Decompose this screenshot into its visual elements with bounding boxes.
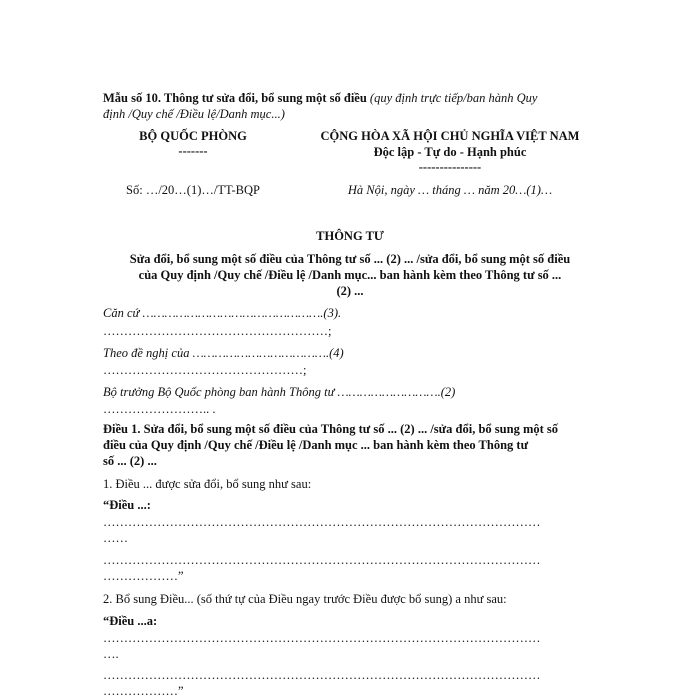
ministry-name: BỘ QUỐC PHÒNG (139, 129, 247, 143)
article-1-line-2: điều của Quy định /Quy chế /Điều lệ /Danh mục ... ban hành kèm theo Thông tư (103, 438, 529, 452)
article-1-line-1: Điều 1. Sửa đổi, bổ sung một số điều của Thông tư số ... (2) ... /sửa đổi, bổ sung một số (103, 422, 559, 436)
motto-rule: --------------- (418, 160, 482, 174)
item-2-dots-1: …………………………………………………………………………………………… (103, 631, 541, 645)
item-2-dots-1-cont: …. (103, 647, 119, 661)
preamble-bo-truong: Bộ trưởng Bộ Quốc phòng ban hành Thông tư ……………………….(2) (103, 385, 456, 399)
preamble-de-nghi: Theo đề nghị của ……………………………….(4) (103, 346, 344, 360)
form-title-bold: Mẫu số 10. Thông tư sửa đổi, bổ sung một số điều (103, 91, 367, 105)
item-1-dots-2-end: ………………” (103, 569, 184, 583)
place-date: Hà Nội, ngày … tháng … năm 20…(1)… (347, 183, 553, 197)
article-1-line-3: số ... (2) ... (103, 454, 157, 468)
form-title-italic: (quy định trực tiếp/ban hành Quy (366, 91, 538, 105)
item-2-heading: “Điều ...a: (103, 614, 158, 628)
item-2-dots-2: …………………………………………………………………………………………… (103, 668, 541, 682)
form-title (103, 90, 537, 106)
item-2-dots-2-end: ………………” (103, 684, 184, 698)
subject-line-3: (2) ... (336, 284, 364, 298)
preamble-can-cu: Căn cứ ………………………………………….(3). (103, 306, 342, 320)
preamble-de-nghi-cont: …………………………………………; (103, 363, 307, 377)
ministry-rule: ------- (178, 144, 208, 158)
motto: Độc lập - Tự do - Hạnh phúc (373, 145, 527, 159)
item-2-intro: 2. Bổ sung Điều... (số thứ tự của Điều ngay trước Điều được bổ sung) a như sau: (103, 592, 507, 606)
item-1-dots-2: …………………………………………………………………………………………… (103, 553, 541, 567)
preamble-bo-truong-cont: …………………….. . (103, 402, 216, 416)
item-1-intro: 1. Điều ... được sửa đổi, bổ sung như sau: (103, 477, 312, 491)
subject-line-2: của Quy định /Quy chế /Điều lệ /Danh mục... ban hành kèm theo Thông tư số ... (138, 268, 562, 282)
item-1-heading: “Điều ...: (103, 498, 151, 512)
country-name: CỘNG HÒA XÃ HỘI CHỦ NGHĨA VIỆT NAM (320, 129, 580, 143)
item-1-dots-1-cont: …… (103, 531, 128, 545)
document-number: Số: …/20…(1)…/TT-BQP (126, 183, 260, 197)
subject-line-1: Sửa đổi, bổ sung một số điều của Thông tư số ... (2) ... /sửa đổi, bổ sung một số điều (129, 252, 571, 266)
form-title-italic-cont: định /Quy chế /Điều lệ/Danh mục...) (103, 107, 285, 121)
preamble-can-cu-cont: ………………………………………………; (103, 324, 332, 338)
document-type: THÔNG TƯ (316, 229, 384, 243)
item-1-dots-1: …………………………………………………………………………………………… (103, 515, 541, 529)
